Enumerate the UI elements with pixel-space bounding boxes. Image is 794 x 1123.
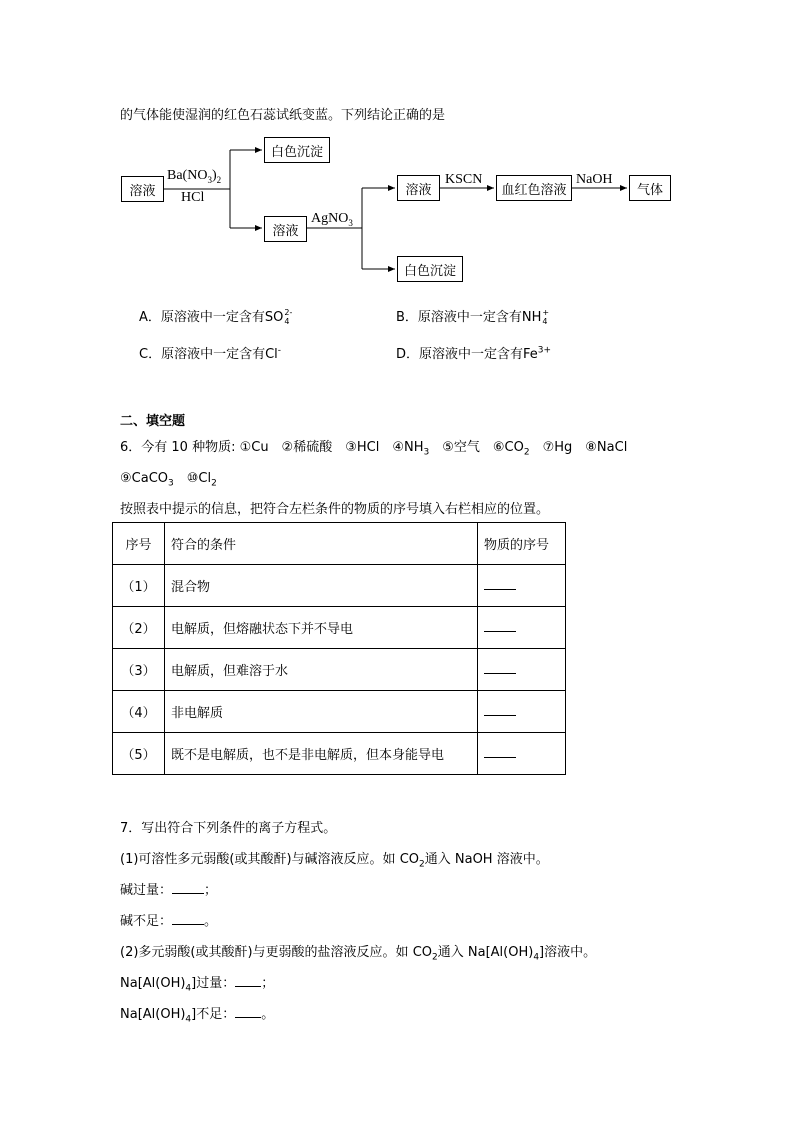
q6-instruction: 按照表中提示的信息，把符合左栏条件的物质的序号填入右栏相应的位置。 — [120, 502, 550, 517]
answer-blank[interactable] — [478, 691, 566, 733]
box-start-solution: 溶液 — [121, 176, 164, 202]
row-condition: 混合物 — [165, 565, 478, 607]
answer-blank[interactable] — [478, 733, 566, 775]
table-row — [113, 565, 566, 607]
answer-blank[interactable] — [235, 1005, 261, 1018]
diagram-connectors — [0, 0, 794, 300]
table-row — [113, 607, 566, 649]
box-blood-red-solution: 血红色溶液 — [496, 175, 572, 201]
option-b[interactable]: B．原溶液中一定含有NH + 4 — [396, 307, 550, 326]
box-gas: 气体 — [629, 175, 671, 201]
table-row — [113, 733, 566, 775]
row-number: （4） — [113, 691, 165, 733]
header-condition: 符合的条件 — [165, 523, 478, 565]
q7-part2-excess: $Na[Al(OH)_4]$过量： ； — [120, 976, 275, 994]
q7-title: 7．写出符合下列条件的离子方程式。 — [120, 821, 337, 836]
box-white-precipitate-1: 白色沉淀 — [264, 137, 330, 163]
row-condition: 电解质，但难溶于水 — [165, 649, 478, 691]
q6-substances-line1: 6．今有 10 种物质: ①Cu ②稀硫酸 ③HCl $④NH_3$ ⑤空气 $⑥CO_2$ ⑦Hg ⑧NaCl — [120, 440, 628, 458]
answer-blank[interactable] — [478, 607, 566, 649]
box-white-precipitate-2: 白色沉淀 — [397, 256, 463, 282]
reagent-naoh: NaOH — [576, 172, 613, 187]
box-solution-2: 溶液 — [264, 216, 307, 242]
reagent-ba-no3-2: $Ba(NO_3)_2$ — [167, 168, 222, 185]
q6-substances-line2: ⑨CaCO$_3$ $⑩Cl_2$ — [120, 471, 217, 489]
answer-blank[interactable] — [172, 881, 204, 894]
reagent-hcl: HCl — [181, 190, 205, 205]
option-d[interactable]: D．原溶液中一定含有$Fe^{3+}$ — [396, 345, 552, 362]
q7-part1-short: 碱不足： 。 — [120, 914, 218, 929]
box-solution-3: 溶液 — [397, 175, 440, 201]
reagent-kscn: KSCN — [445, 172, 483, 187]
answer-blank[interactable] — [172, 912, 204, 925]
row-condition: 既不是电解质，也不是非电解质，但本身能导电 — [165, 733, 478, 775]
table-row — [113, 649, 566, 691]
intro-text: 的气体能使湿润的红色石蕊试纸变蓝。下列结论正确的是 — [120, 108, 446, 123]
q6-table — [112, 522, 566, 775]
answer-blank[interactable] — [235, 974, 261, 987]
option-a[interactable]: A．原溶液中一定含有SO 2- 4 — [139, 307, 293, 326]
row-condition: 非电解质 — [165, 691, 478, 733]
header-substance: 物质的序号 — [478, 523, 566, 565]
reagent-agno3: AgNO$_3$ — [311, 211, 353, 228]
q7-part1-excess: 碱过量： ； — [120, 883, 218, 898]
q7-part2-short: $Na[Al(OH)_4]$不足： 。 — [120, 1007, 275, 1025]
answer-blank[interactable] — [478, 565, 566, 607]
answer-blank[interactable] — [478, 649, 566, 691]
option-c[interactable]: C．原溶液中一定含有Cl- — [139, 345, 282, 362]
section-title: 二、填空题 — [120, 414, 186, 429]
header-number: 序号 — [113, 523, 165, 565]
table-header-row — [113, 523, 566, 565]
row-condition: 电解质，但熔融状态下并不导电 — [165, 607, 478, 649]
row-number: （3） — [113, 649, 165, 691]
table-row — [113, 691, 566, 733]
q7-part1: (1)可溶性多元弱酸(或其酸酐)与碱溶液反应。如 $CO_2$通入 NaOH 溶液中。 — [120, 852, 549, 870]
row-number: （1） — [113, 565, 165, 607]
row-number: （2） — [113, 607, 165, 649]
q7-part2: (2)多元弱酸(或其酸酐)与更弱酸的盐溶液反应。如 $CO_2$通入 $Na[Al(OH)_4]$溶液中。 — [120, 945, 597, 963]
row-number: （5） — [113, 733, 165, 775]
